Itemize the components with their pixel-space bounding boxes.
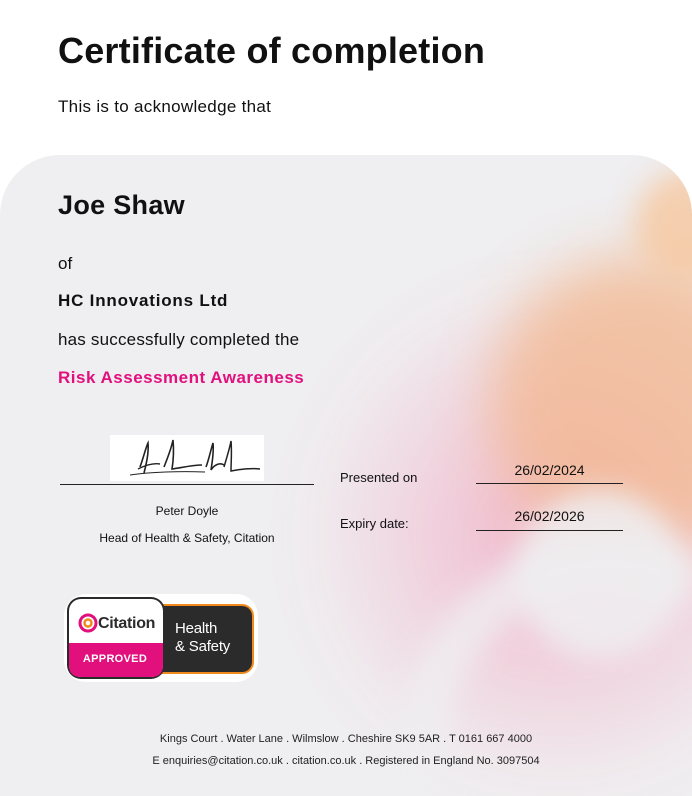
completed-label: has successfully completed the (58, 330, 300, 349)
course-title: Risk Assessment Awareness (58, 368, 305, 387)
badge-brand: Citation (98, 615, 156, 632)
signature-line (60, 484, 314, 485)
expiry-date-label: Expiry date: (340, 516, 409, 531)
company-name: HC Innovations Ltd (58, 291, 229, 310)
of-label: of (58, 254, 73, 273)
badge-safety-label: & Safety (175, 638, 231, 655)
presented-date-line (476, 483, 623, 484)
expiry-date: 26/02/2026 (514, 508, 585, 524)
signatory-name: Peter Doyle (155, 504, 219, 518)
presented-on-label: Presented on (340, 470, 418, 485)
certificate-title: Certificate of completion (58, 30, 486, 71)
footer-contact: E enquiries@citation.co.uk . citation.co.uk . Registered in England No. 3097504 (152, 755, 540, 767)
signatory-role: Head of Health & Safety, Citation (99, 531, 275, 545)
footer-address: Kings Court . Water Lane . Wilmslow . Cheshire SK9 5AR . T 0161 667 4000 (159, 733, 533, 745)
presented-on-date: 26/02/2024 (514, 462, 585, 478)
badge-health-label: Health (175, 620, 218, 637)
recipient-name: Joe Shaw (58, 190, 185, 220)
acknowledge-text: This is to acknowledge that (58, 97, 272, 116)
expiry-date-line (476, 530, 623, 531)
badge-approved-label: APPROVED (82, 653, 148, 665)
signature-image (110, 435, 264, 481)
